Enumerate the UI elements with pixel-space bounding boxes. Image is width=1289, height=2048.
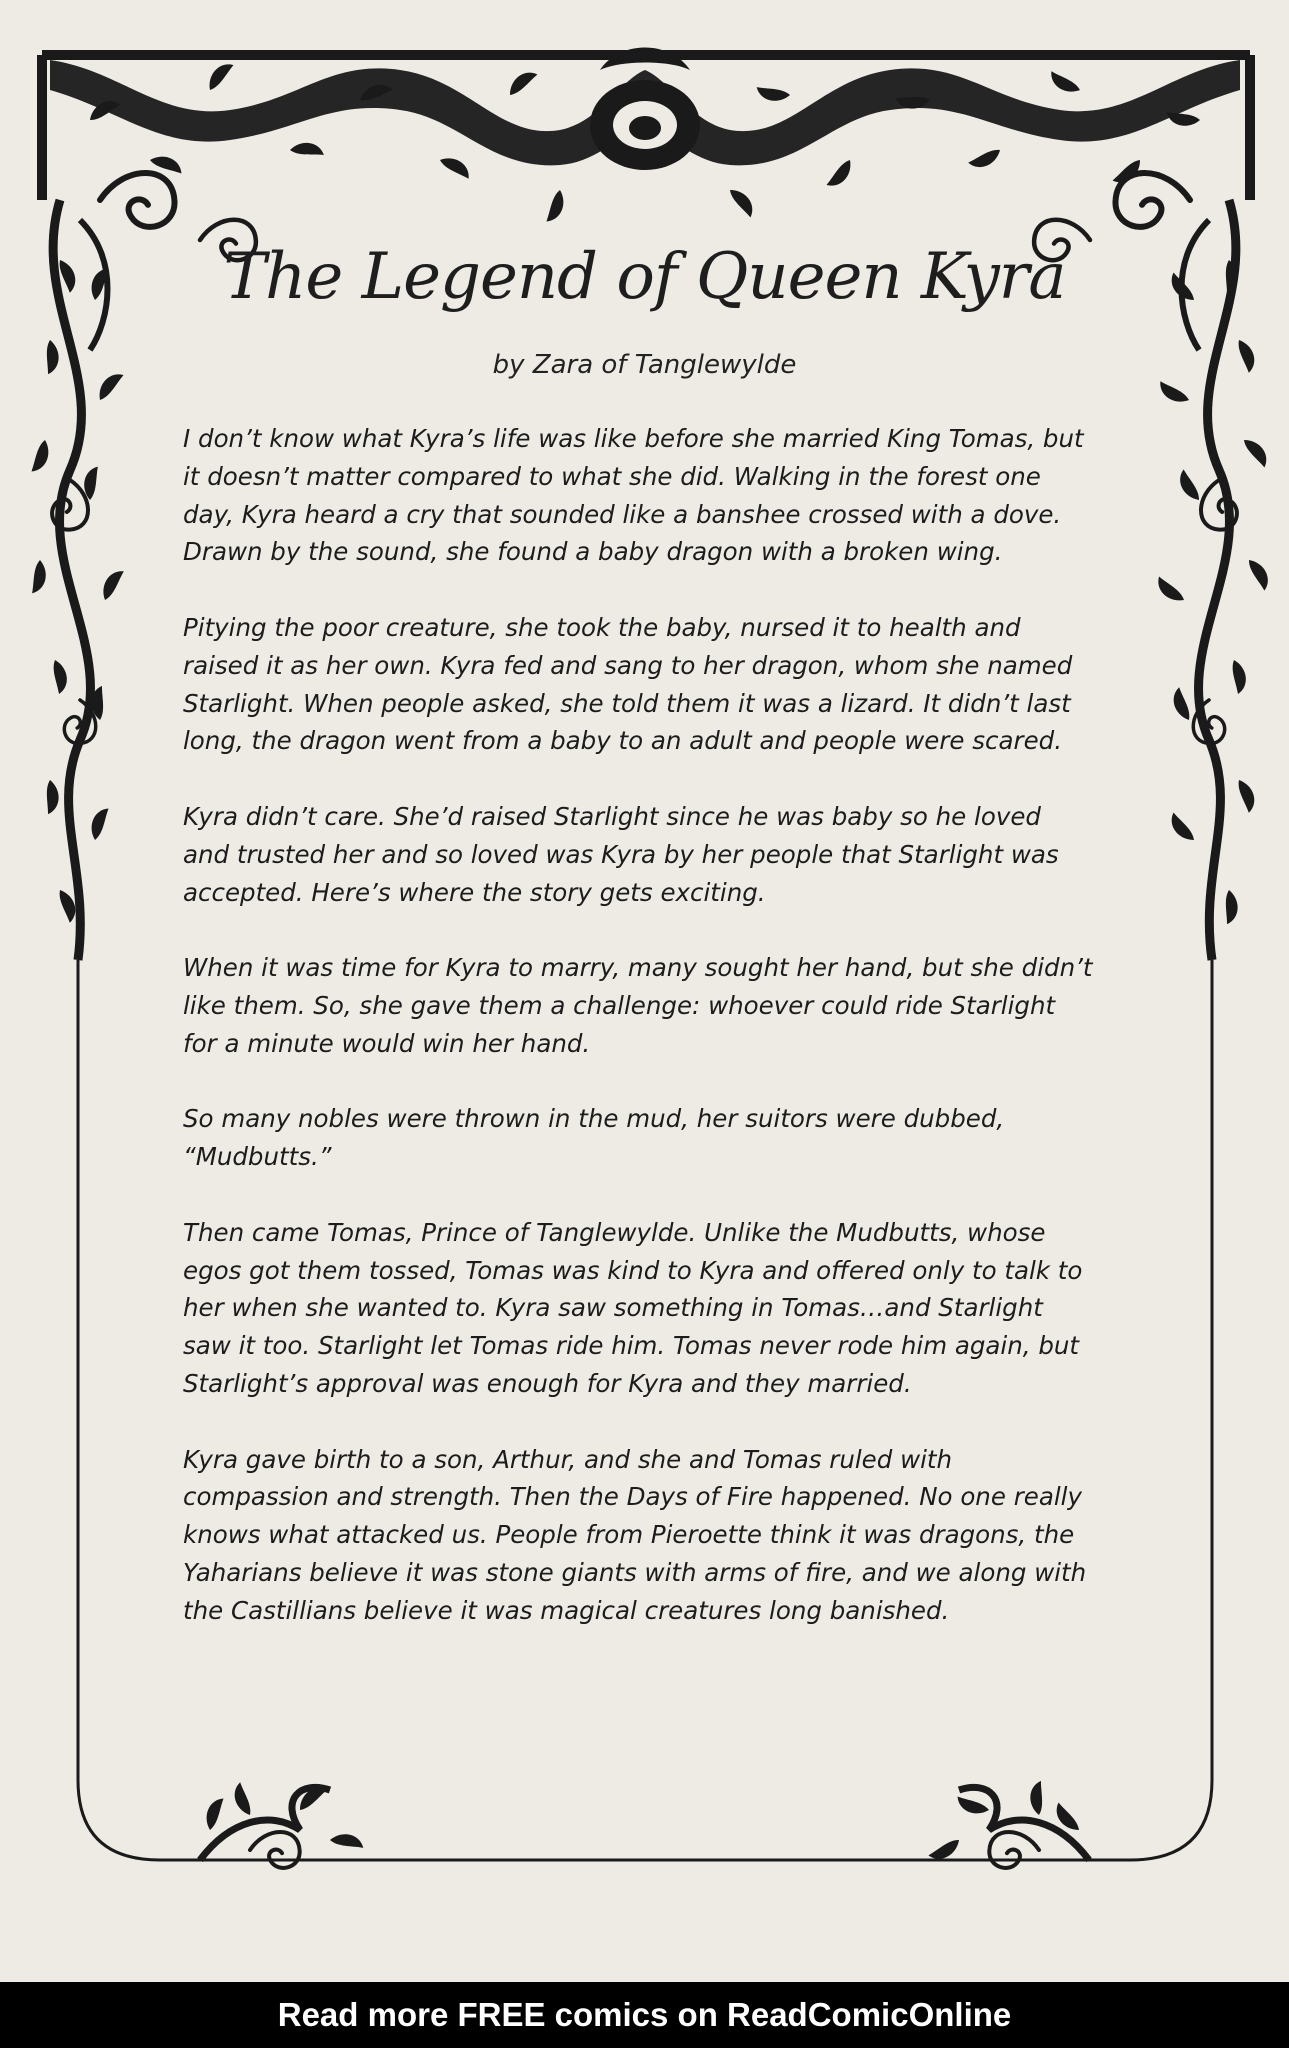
story-title: The Legend of Queen Kyra (223, 240, 1066, 314)
author-byline: by Zara of Tanglewylde (492, 350, 797, 380)
story-paragraph: Kyra didn’t care. She’d raised Starlight since he was baby so he loved and trusted her and so loved was Kyra by her people that Starlight was accepted. Here’s where the story gets exciting. (183, 801, 1059, 907)
story-paragraph: When it was time for Kyra to marry, many sought her hand, but she didn’t like them. So, she gave them a challenge: whoever could ride Starlight for a minute would win her hand. (183, 953, 1093, 1058)
story-paragraph: I don’t know what Kyra’s life was like before she married King Tomas, but it doesn’t matter compared to what she did. Walking in the forest one day, Kyra heard a cry that sounded like a banshee crossed with a dove. Drawn by the sound, she found a baby dragon with a broken wing. (183, 424, 1084, 567)
story-body (183, 420, 1093, 1667)
story-paragraph: Then came Tomas, Prince of Tanglewylde. Unlike the Mudbutts, whose egos got them tossed, Tomas was kind to Kyra and offered only to talk to her when she wanted to. Kyra saw something in Tomas…and Starlight saw it too. Starlight let Tomas ride him. Tomas never rode him again, but Starlight’s approval was enough for Kyra and they married. (183, 1217, 1083, 1398)
story-paragraph: Kyra gave birth to a son, Arthur, and she and Tomas ruled with compassion and strength. Then the Days of Fire happened. No one really knows what attacked us. People from Pieroette think it was dragons, the Yaharians believe it was stone giants with arms of fire, and we along with the Castillians believe it was magical creatures long banished. (183, 1444, 1087, 1625)
promo-banner[interactable]: Read more FREE comics on ReadComicOnline (0, 1982, 1289, 2048)
story-paragraph: Pitying the poor creature, she took the baby, nursed it to health and raised it as her own. Kyra fed and sang to her dragon, whom she named Starlight. When people asked, she told them it was a lizard. It didn’t last long, the dragon went from a baby to an adult and people were scared. (183, 612, 1073, 756)
story-paragraph: So many nobles were thrown in the mud, her suitors were dubbed, “Mudbutts.” (183, 1104, 1005, 1172)
